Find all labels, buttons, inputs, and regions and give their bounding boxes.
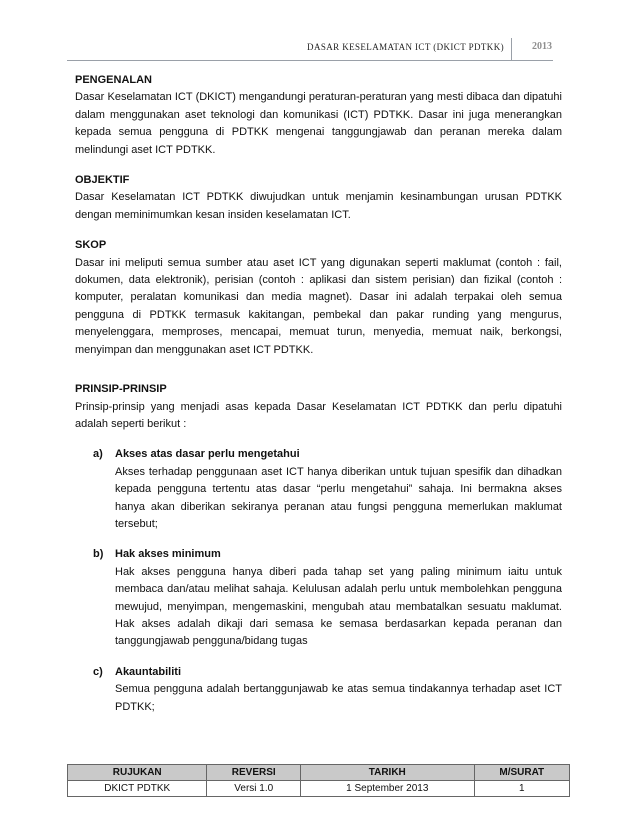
list-item-body: Semua pengguna adalah bertanggunjawab ke atas semua tindakannya terhadap aset ICT PDTKK; xyxy=(115,683,562,713)
footer-value-row xyxy=(68,781,570,797)
list-marker: b) xyxy=(93,548,104,561)
section-body: Dasar Keselamatan ICT (DKICT) mengandungi peraturan-peraturan yang mesti dibaca dan dipatuhi dalam menggunakan aset teknologi dan komunikasi (ICT) PDTKK. Dasar ini juga menerangkan kepada semua pengguna di PDTKK mengenai tanggungjawab dan peranan mereka dalam melindungi aset ICT PDTKK. xyxy=(75,91,562,156)
list-item xyxy=(93,664,562,716)
list-marker: c) xyxy=(93,665,103,678)
list-item-title: Akses atas dasar perlu mengetahui xyxy=(115,448,300,461)
footer-header-cell: REVERSI xyxy=(207,765,301,781)
footer-value-cell: DKICT PDTKK xyxy=(68,781,207,797)
principles-list xyxy=(75,446,562,716)
footer-header-cell: M/SURAT xyxy=(474,765,569,781)
footer-value-cell: 1 September 2013 xyxy=(301,781,475,797)
list-item-body: Hak akses pengguna hanya diberi pada tahap set yang paling minimum iaitu untuk membaca dan/atau melihat sahaja. Kelulusan adalah perlu untuk membolehkan pengguna mewujud, menyimpan, mengemaskini, mengubah atau membatalkan sesuatu maklumat. Hak akses adalah dikaji dari semasa ke semasa berdasarkan kepada peranan dan tanggungjawab pengguna/bidang tugas xyxy=(115,565,562,648)
document-body xyxy=(75,72,562,729)
list-item-title: Hak akses minimum xyxy=(115,548,221,561)
list-item-title: Akauntabiliti xyxy=(115,665,182,678)
section-body: Prinsip-prinsip yang menjadi asas kepada Dasar Keselamatan ICT PDTKK dan perlu dipatuhi adalah seperti berikut : xyxy=(75,400,562,430)
list-item-body: Akses terhadap penggunaan aset ICT hanya diberikan untuk tujuan spesifik dan dihadkan kepada pengguna tertentu atas dasar “perlu mengetahui” sahaja. Ini bermakna akses hanya akan diberikan sekiranya peranan atau fungsi pengguna memerlukan maklumat tersebut; xyxy=(115,465,562,530)
header-rule xyxy=(67,60,553,61)
footer-header-cell: TARIKH xyxy=(301,765,475,781)
list-marker: a) xyxy=(93,448,103,461)
footer-header-row xyxy=(68,765,570,781)
list-item xyxy=(93,446,562,533)
footer-table xyxy=(67,764,570,797)
header-divider xyxy=(511,38,512,60)
section-heading: PENGENALAN xyxy=(75,74,153,86)
section-body: Dasar Keselamatan ICT PDTKK diwujudkan untuk menjamin kesinambungan urusan PDTKK dengan meminimumkan kesan insiden keselamatan ICT. xyxy=(75,191,562,221)
section-heading: OBJEKTIF xyxy=(75,174,130,187)
header-title: DASAR KESELAMATAN ICT (DKICT PDTKK) xyxy=(307,42,504,52)
section-heading: PRINSIP-PRINSIP xyxy=(75,383,167,396)
page-header xyxy=(300,38,552,62)
list-item xyxy=(93,546,562,650)
section-skop xyxy=(75,237,562,359)
section-prinsip xyxy=(75,381,562,433)
footer-header-cell: RUJUKAN xyxy=(68,765,207,781)
header-year: 2013 xyxy=(532,41,552,52)
footer-value-cell: 1 xyxy=(474,781,569,797)
section-objektif xyxy=(75,172,562,224)
section-body: Dasar ini meliputi semua sumber atau aset ICT yang digunakan seperti maklumat (contoh : fail, dokumen, data elektronik), perisian (contoh : aplikasi dan sistem perisian) dan fizikal (contoh : komputer, peralatan komunikasi dan media magnet). Dasar ini adalah terpakai oleh semua pengguna di PDTKK termasuk kakitangan, pembekal dan pakar runding yang mengurus, menyelenggara, memproses, mencapai, memuat turun, menyedia, memuat naik, berkongsi, menyimpan dan menggunakan aset ICT PDTKK. xyxy=(75,256,562,356)
section-pengenalan xyxy=(75,72,562,159)
section-heading: SKOP xyxy=(75,239,107,252)
footer-value-cell: Versi 1.0 xyxy=(207,781,301,797)
